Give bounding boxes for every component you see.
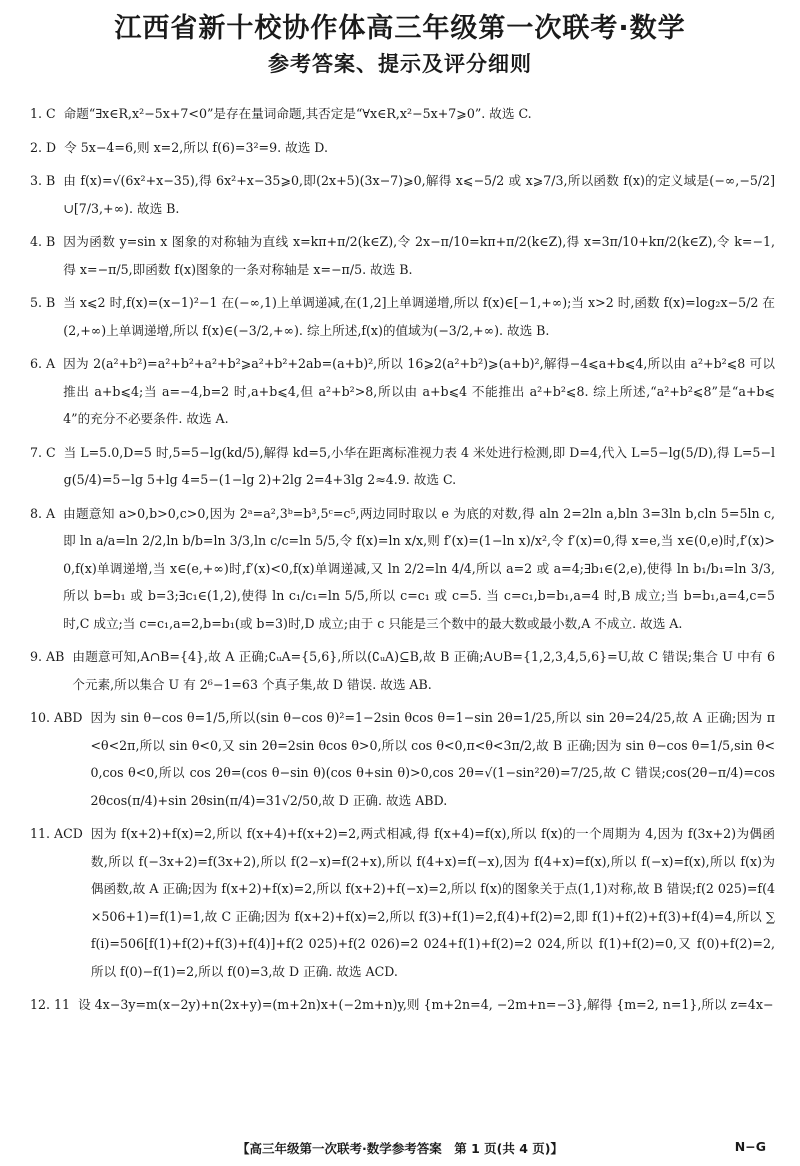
answer-item-6 xyxy=(30,350,775,433)
answer-explanation: 当 x⩽2 时,f(x)=(x−1)²−1 在(−∞,1)上单调递减,在(1,2]上单调递增,所以 f(x)∈[−1,+∞);当 x>2 时,函数 f(x)=log₂x−5/2 在(2,+∞)上单调递增,所以 f(x)∈(−3/2,+∞). 综上所述,f(x)的值域为(−3/2,+∞). 故选 B. xyxy=(63,295,775,338)
answer-number: 12. 11 xyxy=(30,997,71,1012)
answer-item-1 xyxy=(30,100,775,128)
answer-item-9 xyxy=(30,643,775,698)
answer-item-4 xyxy=(30,228,775,283)
answer-number: 5. B xyxy=(30,295,56,310)
answer-item-8 xyxy=(30,500,775,638)
answer-explanation: 当 L=5.0,D=5 时,5=5−lg(kd/5),解得 kd=5,小华在距离标准视力表 4 米处进行检测,即 D=4,代入 L=5−lg(5/D),得 L=5−lg(5/4)=5−lg 5+lg 4=5−(1−lg 2)+2lg 2=4+3lg 2≈4.9. 故选 C. xyxy=(63,444,775,487)
answer-item-11 xyxy=(30,820,775,985)
footer-page-info: 【高三年级第一次联考·数学参考答案 第 1 页(共 4 页)】 xyxy=(237,1141,563,1156)
answer-number: 6. A xyxy=(30,356,56,371)
answer-explanation: 命题“∃x∈R,x²−5x+7<0”是存在量词命题,其否定是“∀x∈R,x²−5x+7⩾0”. 故选 C. xyxy=(63,106,532,121)
answer-number: 3. B xyxy=(30,173,56,188)
page-title: 江西省新十校协作体高三年级第一次联考·数学 xyxy=(114,13,686,44)
answer-number: 4. B xyxy=(30,234,56,249)
answer-explanation: 因为 f(x+2)+f(x)=2,所以 f(x+4)+f(x+2)=2,两式相减,得 f(x+4)=f(x),所以 f(x)的一个周期为 4,因为 f(3x+2)为偶函数,所以 f(−3x+2)=f(3x+2),所以 f(2−x)=f(2+x),所以 f(4+x)=f(−x),因为 f(4+x)=f(x),所以 f(−x)=f(x),所以 f(x)为偶函数,故 A 正确;因为 f(x+2)+f(x)=2,所以 f(x+2)+f(−x)=2,所以 f(x)的图象关于点(1,1)对称,故 B 错误;f(2 025)=f(4×506+1)=f(1)=1,故 C 正确;因为 f(x+2)+f(x)=2,所以 f(3)+f(1)=2,f(4)+f(2)=2,即 f(1)+f(2)+f(3)+f(4)=4,所以 ∑f(i)=506[f(1)+f(2)+f(3)+f(4)]+f(2 025)+f(2 026)=2 024+f(1)+f(2)=2 024,所以 f(1)+f(2)=0,又 f(0)+f(2)=2,所以 f(0)−f(1)=2,所以 f(0)=3,故 D 正确. 故选 ACD. xyxy=(90,826,775,979)
answer-explanation: 因为 2(a²+b²)=a²+b²+a²+b²⩾a²+b²+2ab=(a+b)²,所以 16⩾2(a²+b²)⩾(a+b)²,解得−4⩽a+b⩽4,所以由 a²+b²⩽8 可以推出 a+b⩽4;当 a=−4,b=2 时,a+b⩽4,但 a²+b²>8,所以由 a+b⩽4 不能推出 a²+b²⩽8. 综上所述,“a²+b²⩽8”是“a+b⩽4”的充分不必要条件. 故选 A. xyxy=(63,356,775,426)
answer-number: 11. ACD xyxy=(30,826,83,841)
answer-number: 10. ABD xyxy=(30,710,83,725)
answer-number: 1. C xyxy=(30,106,56,121)
answer-number: 9. AB xyxy=(30,649,65,664)
answer-item-12 xyxy=(30,991,775,1019)
answer-number: 2. D xyxy=(30,139,57,155)
answer-explanation: 因为函数 y=sin x 图象的对称轴为直线 x=kπ+π/2(k∈Z),令 2x−π/10=kπ+π/2(k∈Z),得 x=3π/10+kπ/2(k∈Z),令 k=−1,得 x=−π/5,即函数 f(x)图象的一条对称轴是 x=−π/5. 故选 B. xyxy=(63,234,775,277)
answer-explanation: 由题意可知,A∩B={4},故 A 正确;∁ᵤA={5,6},所以(∁ᵤA)⊆B,故 B 正确;A∪B={1,2,3,4,5,6}=U,故 C 错误;集合 U 中有 6 个元素,所以集合 U 有 2⁶−1=63 个真子集,故 D 错误. 故选 AB. xyxy=(72,649,775,692)
page-subtitle: 参考答案、提示及评分细则 xyxy=(268,52,532,76)
answer-explanation: 令 5x−4=6,则 x=2,所以 f(6)=3²=9. 故选 D. xyxy=(64,139,328,155)
answer-item-2 xyxy=(30,134,775,162)
answer-number: 7. C xyxy=(30,444,56,460)
answer-explanation: 设 4x−3y=m(x−2y)+n(2x+y)=(m+2n)x+(−2m+n)y,则 {m+2n=4, −2m+n=−3},解得 {m=2, n=1},所以 z=4x− xyxy=(78,997,774,1012)
footer-version-code: N−G xyxy=(734,1139,766,1154)
answer-item-5 xyxy=(30,289,775,344)
answer-explanation: 因为 sin θ−cos θ=1/5,所以(sin θ−cos θ)²=1−2sin θcos θ=1−sin 2θ=1/25,所以 sin 2θ=24/25,故 A 正确;因为 π<θ<2π,所以 sin θ<0,又 sin 2θ=2sin θcos θ>0,所以 cos θ<0,π<θ<3π/2,故 B 正确;因为 sin θ−cos θ=1/5,sin θ<0,cos θ<0,所以 cos 2θ=(cos θ−sin θ)(cos θ+sin θ)>0,cos 2θ=√(1−sin²2θ)=7/25,故 C 错误;cos(2θ−π/4)=cos 2θcos(π/4)+sin 2θsin(π/4)=31√2/50,故 D 正确. 故选 ABD. xyxy=(90,710,775,808)
answer-item-3 xyxy=(30,167,775,222)
answer-explanation: 由 f(x)=√(6x²+x−35),得 6x²+x−35⩾0,即(2x+5)(3x−7)⩾0,解得 x⩽−5/2 或 x⩾7/3,所以函数 f(x)的定义域是(−∞,−5/2]∪[7/3,+∞). 故选 B. xyxy=(63,173,775,216)
answer-explanation: 由题意知 a>0,b>0,c>0,因为 2ᵃ=a²,3ᵇ=b³,5ᶜ=c⁵,两边同时取以 e 为底的对数,得 aln 2=2ln a,bln 3=3ln b,cln 5=5ln c,即 ln a/a=ln 2/2,ln b/b=ln 3/3,ln c/c=ln 5/5,令 f(x)=ln x/x,则 f′(x)=(1−ln x)/x²,令 f′(x)=0,得 x=e,当 x∈(0,e)时,f′(x)>0,f(x)单调递增,当 x∈(e,+∞)时,f′(x)<0,f(x)单调递减,又 ln 2/2=ln 4/4,所以 a=2 或 a=4;∃b₁∈(2,e),使得 ln b₁/b₁=ln 3/3,所以 b=b₁ 或 b=3;∃c₁∈(1,2),使得 ln c₁/c₁=ln 5/5,所以 c=c₁ 或 c=5. 当 c=c₁,b=b₁,a=4 时,B 成立;当 b=b₁,a=4,c=5 时,C 成立;当 c=c₁,a=2,b=b₁(或 b=3)时,D 成立;由于 c 只能是三个数中的最大数或最小数,A 不成立. 故选 A. xyxy=(63,505,775,631)
answer-list xyxy=(30,100,775,1025)
answer-item-7 xyxy=(30,439,775,494)
answer-number: 8. A xyxy=(30,505,56,521)
answer-item-10 xyxy=(30,704,775,814)
